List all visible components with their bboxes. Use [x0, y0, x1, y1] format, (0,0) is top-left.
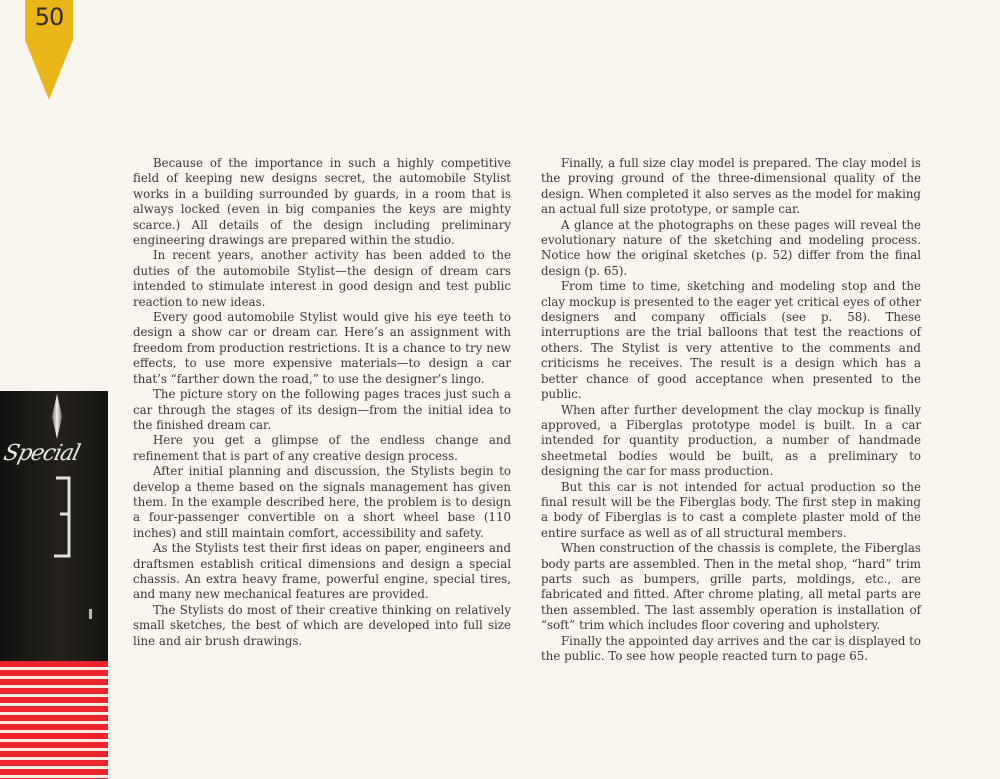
paragraph: Here you get a glimpse of the endless change and refinement that is part of any creative design process.: [133, 433, 511, 463]
paragraph: From time to time, sketching and modeling stop and the clay mockup is presented to the eager yet critical eyes of other designers and company officials (see p. 58). These interruptions are the trial balloons that test the reactions of others. The Stylist is very attentive to the comments and criticisms he receives. The result is a design which has a better chance of good acceptance when presented to the public.: [541, 279, 921, 402]
paragraph: A glance at the photographs on these pages will reveal the evolutionary nature of the sketching and modeling process. Notice how the original sketches (p. 52) differ from the final design (p. 65).: [541, 217, 921, 278]
paragraph: But this car is not intended for actual production so the final result will be the Fiberglas body. The first step in making a body of Fiberglas is to cast a complete plaster mold of the entire surface as well as of all structural members.: [541, 479, 921, 540]
paragraph: After initial planning and discussion, the Stylists begin to develop a theme based on the signals management has given them. In the example described here, the problem is to design a four-passenger convertible on a short wheel base (110 inches) and still maintain comfort, accessibility and safety.: [133, 464, 511, 540]
paragraph: When construction of the chassis is complete, the Fiberglas body parts are assembled. Then in the metal shop, “hard” trim parts such as bumpers, grille parts, moldings, etc., are fabricated and fitted. After chrome plating, all metal parts are then assembled. The last assembly operation is installation of “soft” trim which includes floor covering and upholstery.: [541, 541, 921, 633]
badge-detail-mark: [89, 609, 92, 619]
paragraph: When after further development the clay mockup is finally approved, a Fiberglas prototype model is built. In a car intended for quantity production, a number of handmade sheetmetal bodies would be built, as a preliminary to designing the car for mass production.: [541, 402, 921, 479]
left-text-column: [133, 156, 511, 649]
chrome-numeral-emblem: [52, 474, 72, 559]
paragraph: Finally the appointed day arrives and the car is displayed to the public. To see how people reacted turn to page 65.: [541, 633, 921, 663]
paragraph: Finally, a full size clay model is prepared. The clay model is the proving ground of the three-dimensional quality of the design. When completed it also serves as the model for making an actual full size prototype, or sample car.: [541, 156, 921, 217]
page-number: 50: [34, 3, 64, 31]
paragraph: The Stylists do most of their creative thinking on relatively small sketches, the best of which are developed into full size line and air brush drawings.: [133, 602, 511, 648]
paragraph: Every good automobile Stylist would give his eye teeth to design a show car or dream car. Here’s an assignment with freedom from production restrictions. It is a chance to try new effects, to use more expensive materials—to design a car that’s “farther down the road,” to use the designer’s lingo.: [133, 310, 511, 386]
red-stripe-band: [0, 661, 108, 779]
paragraph: As the Stylists test their first ideas on paper, engineers and draftsmen establish critical dimensions and design a special chassis. An extra heavy frame, powerful engine, special tires, and many new mechanical features are provided.: [133, 541, 511, 602]
paragraph: In recent years, another activity has been added to the duties of the automobile Stylist—the design of dream cars intended to stimulate interest in good design and test public reaction to new ideas.: [133, 248, 511, 309]
paragraph: The picture story on the following pages traces just such a car through the stages of its design—from the initial idea to the finished dream car.: [133, 387, 511, 432]
badge-script-text: Special: [1, 441, 82, 466]
right-text-column: [541, 156, 921, 664]
chrome-diamond-ornament: [52, 394, 62, 439]
paragraph: Because of the importance in such a highly competitive field of keeping new designs secret, the automobile Stylist works in a building surrounded by guards, in a room that is always locked (even in big companies the keys are mighty scarce.) All details of the design including preliminary engineering drawings are prepared within the studio.: [133, 156, 511, 248]
car-badge-photo: [0, 391, 108, 661]
